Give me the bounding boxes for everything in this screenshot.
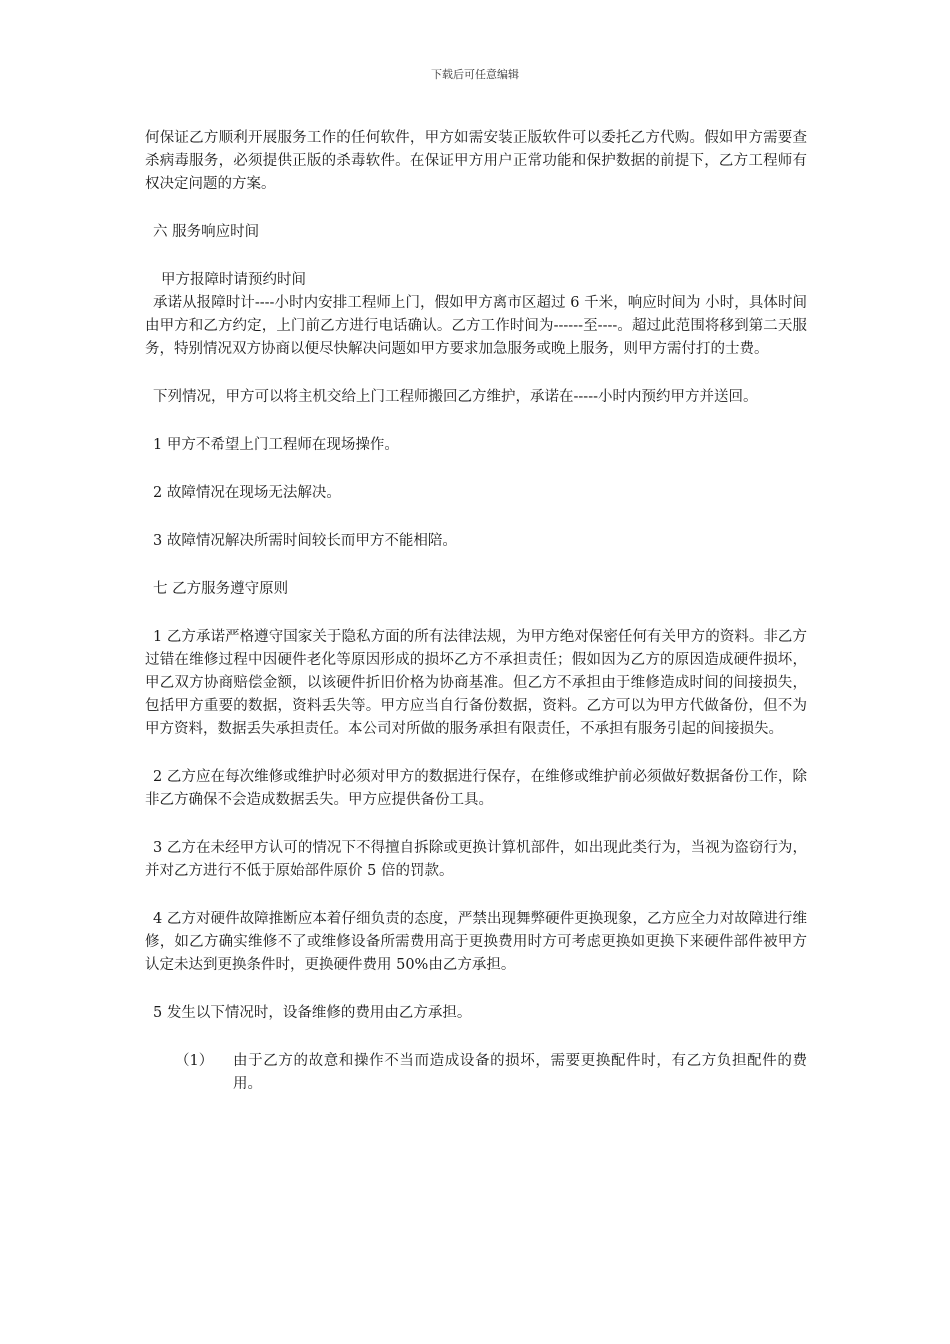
condition-item-2: 2 故障情况在现场无法解决。 — [153, 485, 341, 501]
principle-item-2: 2 乙方应在每次维修或维护时必须对甲方的数据进行保存，在维修或维护前必须做好数据备份工作，除非乙方确保不会造成数据丢失。甲方应提供备份工具。 — [145, 769, 807, 808]
section-heading-response-time: 六 服务响应时间 — [153, 224, 260, 240]
principle-item-1: 1 乙方承诺严格遵守国家关于隐私方面的所有法律法规，为甲方绝对保密任何有关甲方的资料。非乙方过错在维修过程中因硬件老化等原因形成的损坏乙方不承担责任；假如因为乙方的原因造成硬件损坏，甲乙双方协商赔偿金额，以该硬件折旧价格为协商基准。但乙方不承担由于维修造成时间的间接损失，包括甲方重要的数据，资料丢失等。甲方应当自行备份数据，资料。乙方可以为甲方代做备份，但不为甲方资料，数据丢失承担责任。本公司对所做的服务承担有限责任，不承担有服务引起的间接损失。 — [145, 629, 807, 737]
list-item — [145, 1050, 807, 1096]
principle-item-3: 3 乙方在未经甲方认可的情况下不得擅自拆除或更换计算机部件，如出现此类行为，当视为盗窃行为，并对乙方进行不低于原始部件原价 5 倍的罚款。 — [145, 840, 807, 879]
list-item-number: （1） — [175, 1053, 214, 1069]
condition-item-3: 3 故障情况解决所需时间较长而甲方不能相陪。 — [153, 533, 457, 549]
condition-item-1: 1 甲方不希望上门工程师在现场操作。 — [153, 437, 399, 453]
section-heading-principles: 七 乙方服务遵守原则 — [153, 581, 289, 597]
paragraph-software: 何保证乙方顺利开展服务工作的任何软件，甲方如需安装正版软件可以委托乙方代购。假如甲方需要查杀病毒服务，必须提供正版的杀毒软件。在保证甲方用户正常功能和保护数据的前提下，乙方工程师有权决定问题的方案。 — [145, 130, 807, 192]
paragraph-response-commitment: 承诺从报障时计----小时内安排工程师上门，假如甲方离市区超过 6 千米，响应时间为 小时，具体时间由甲方和乙方约定，上门前乙方进行电话确认。乙方工作时间为------至----。超过此范围将移到第二天服务，特别情况双方协商以便尽快解决问题如甲方要求加急服务或晚上服务，则甲方需付打的士费。 — [145, 295, 807, 357]
list-item-text: 由于乙方的故意和操作不当而造成设备的损坏，需要更换配件时，有乙方负担配件的费用。 — [233, 1053, 807, 1092]
document-body — [145, 127, 807, 1096]
principle-item-5: 5 发生以下情况时，设备维修的费用由乙方承担。 — [153, 1005, 472, 1021]
paragraph-pickup-conditions: 下列情况，甲方可以将主机交给上门工程师搬回乙方维护，承诺在-----小时内预约甲方并送回。 — [153, 389, 758, 405]
principle-item-4: 4 乙方对硬件故障推断应本着仔细负责的态度，严禁出现舞弊硬件更换现象，乙方应全力对故障进行维修，如乙方确实维修不了或维修设备所需费用高于更换费用时方可考虑更换如更换下来硬件部件被甲方认定未达到更换条件时，更换硬件费用 50%由乙方承担。 — [145, 911, 807, 973]
subheading-appointment: 甲方报障时请预约时间 — [161, 272, 306, 288]
page-header-note: 下载后可任意编辑 — [431, 68, 519, 81]
